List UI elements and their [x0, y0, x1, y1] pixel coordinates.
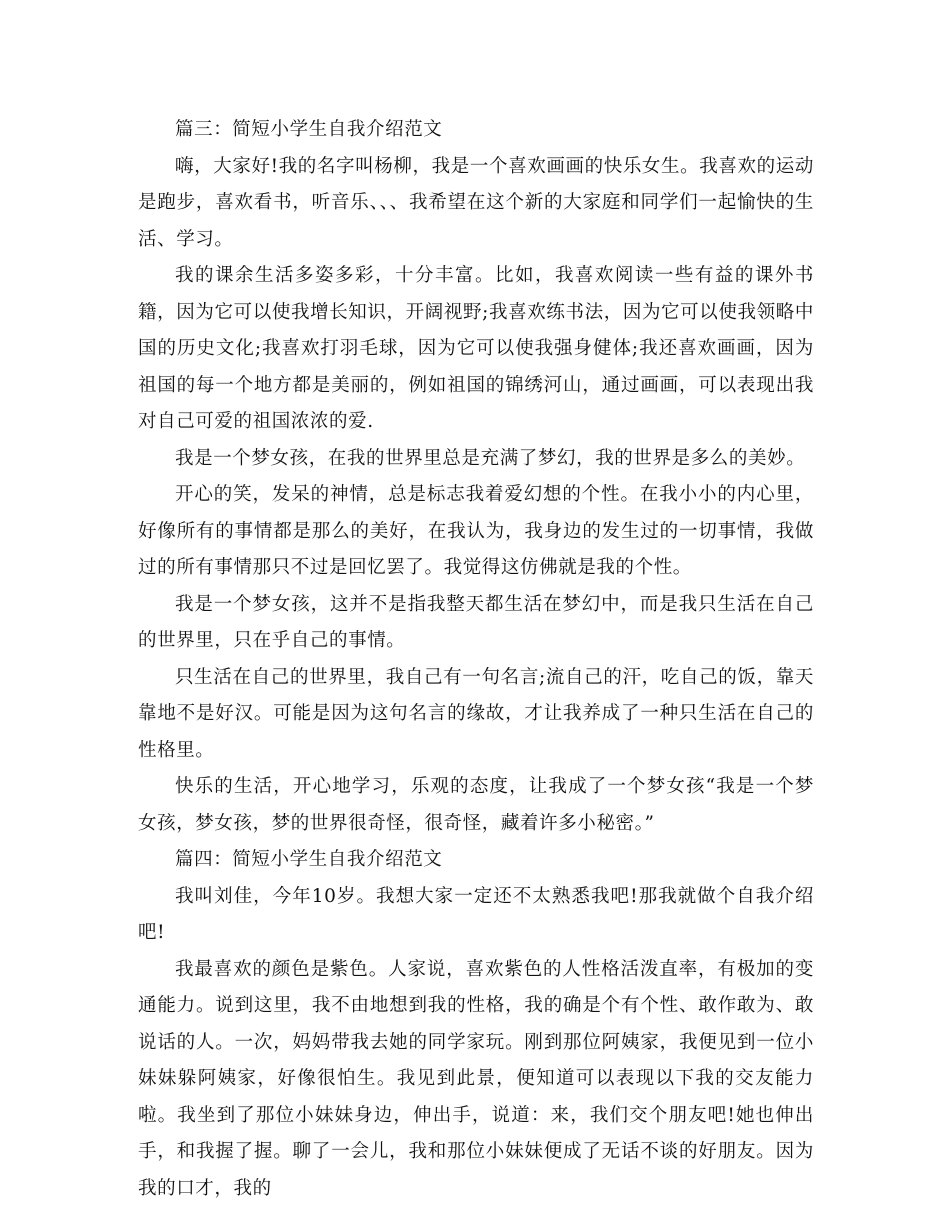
paragraph: 快乐的生活，开心地学习，乐观的态度，让我成了一个梦女孩“我是一个梦女孩，梦女孩，梦的世界很奇怪，很奇怪，藏着许多小秘密。”: [138, 776, 814, 834]
paragraph: 我是一个梦女孩，在我的世界里总是充满了梦幻，我的世界是多么的美妙。: [175, 447, 806, 469]
section-heading-4: 篇四：简短小学生自我介绍范文: [175, 849, 443, 870]
paragraph: 我最喜欢的颜色是紫色。人家说，喜欢紫色的人性格活泼直率，有极加的变通能力。说到这里，我不由地想到我的性格，我的确是个有个性、敢作敢为、敢说话的人。一次，妈妈带我去她的同学家玩。刚到那位阿姨家，我便见到一位小妹妹躲阿姨家，好像很怕生。我见到此景，便知道可以表现以下我的交友能力啦。我坐到了那位小妹妹身边，伸出手，说道：来，我们交个朋友吧!她也伸出手，和我握了握。聊了一会儿，我和那位小妹妹便成了无话不谈的好朋友。因为我的口才，我的: [138, 958, 814, 1199]
section-heading-3: 篇三：简短小学生自我介绍范文: [175, 119, 443, 140]
paragraph: 只生活在自己的世界里，我自己有一句名言;流自己的汗，吃自己的饭，靠天靠地不是好汉。可能是因为这句名言的缘故，才让我养成了一种只生活在自己的性格里。: [138, 666, 814, 761]
paragraph: 开心的笑，发呆的神情，总是标志我着爱幻想的个性。在我小小的内心里，好像所有的事情都是那么的美好，在我认为，我身边的发生过的一切事情，我做过的所有事情那只不过是回忆罢了。我觉得这仿佛就是我的个性。: [138, 484, 814, 578]
paragraph: 嗨，大家好!我的名字叫杨柳，我是一个喜欢画画的快乐女生。我喜欢的运动是跑步，喜欢看书，听音乐、、、我希望在这个新的大家庭和同学们一起愉快的生活、学习。: [138, 155, 814, 250]
paragraph: 我的课余生活多姿多彩，十分丰富。比如，我喜欢阅读一些有益的课外书籍，因为它可以使我增长知识，开阔视野;我喜欢练书法，因为它可以使我领略中国的历史文化;我喜欢打羽毛球，因为它可以使我强身健体;我还喜欢画画，因为祖国的每一个地方都是美丽的，例如祖国的锦绣河山，通过画画，可以表现出我对自己可爱的祖国浓浓的爱.: [138, 265, 814, 432]
paragraph: 我是一个梦女孩，这并不是指我整天都生活在梦幻中，而是我只生活在自己的世界里，只在乎自己的事情。: [138, 593, 814, 651]
paragraph: 我叫刘佳，今年10岁。我想大家一定还不太熟悉我吧!那我就做个自我介绍吧!: [138, 885, 814, 943]
document-body: [138, 112, 814, 1207]
